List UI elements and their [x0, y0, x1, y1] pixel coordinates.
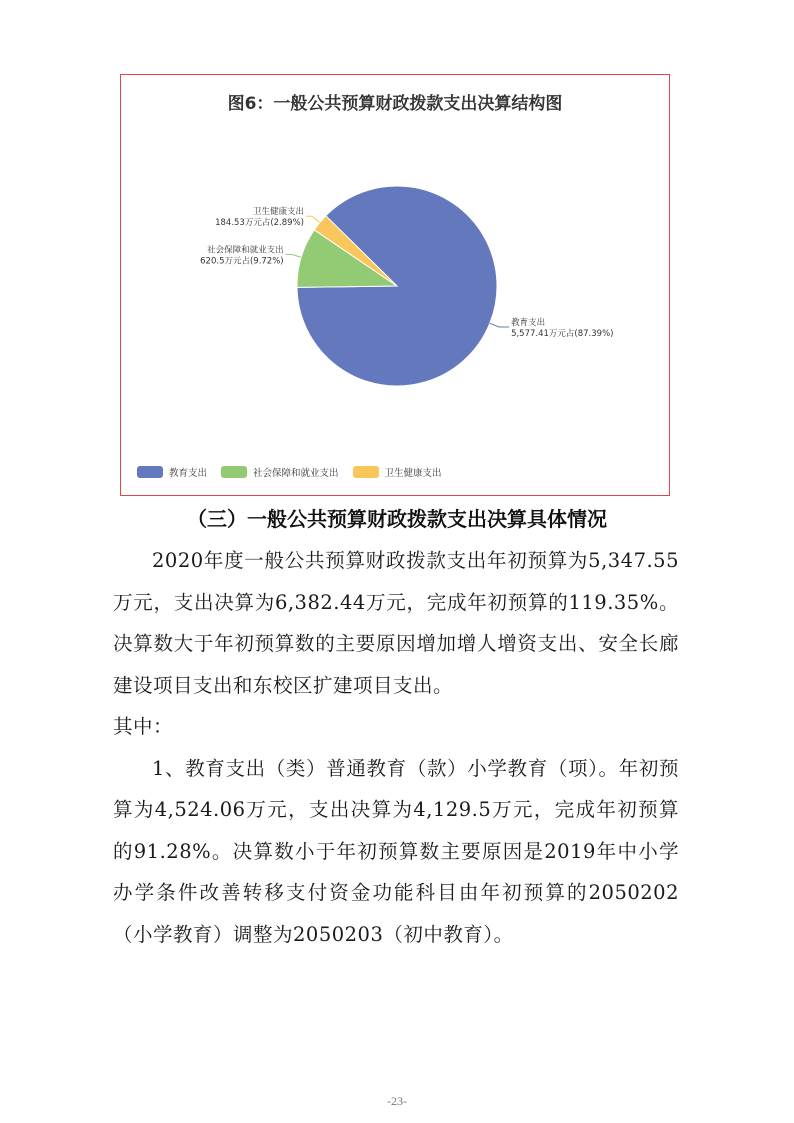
- pie-chart: [121, 75, 669, 495]
- legend-item-education[interactable]: [137, 465, 207, 479]
- slice-label-value: 5,577.41万元占(87.39%): [511, 329, 614, 340]
- legend-swatch: [221, 466, 247, 478]
- paragraph: 其中：: [113, 715, 174, 738]
- leader-line: [286, 254, 302, 257]
- legend-swatch: [137, 466, 163, 478]
- paragraph: 2020年度一般公共预算财政拨款支出年初预算为5,347.55万元，支出决算为6,382.44万元，完成年初预算的119.35%。决算数大于年初预算数的主要原因增加增人增资支出、安全长廊建设项目支出和东校区扩建项目支出。: [113, 549, 679, 697]
- chart-title: 图6：一般公共预算财政拨款支出决算结构图: [227, 94, 563, 114]
- chart-frame: [120, 74, 670, 496]
- slice-label-name: 卫生健康支出: [252, 207, 304, 218]
- slice-label-value: 184.53万元占(2.89%): [215, 218, 304, 229]
- body-text: [113, 540, 679, 955]
- page-number: -23-: [387, 1094, 407, 1108]
- leader-line: [306, 216, 320, 222]
- legend-swatch: [353, 466, 379, 478]
- slice-label-name: 教育支出: [511, 318, 546, 329]
- legend-label: 卫生健康支出: [384, 468, 442, 479]
- slice-label-name: 社会保障和就业支出: [207, 245, 284, 256]
- section-heading: （三）一般公共预算财政拨款支出决算具体情况: [187, 507, 607, 531]
- legend-item-social-security[interactable]: [221, 465, 339, 479]
- slice-label-value: 620.5万元占(9.72%): [200, 256, 284, 267]
- leader-line: [490, 323, 509, 327]
- paragraph: 1、教育支出（类）普通教育（款）小学教育（项）。年初预算为4,524.06万元，支出决算为4,129.5万元，完成年初预算的91.28%。决算数小于年初预算数主要原因是2019年中小学办学条件改善转移支付资金功能科目由年初预算的2050202（小学教育）调整为2050203（初中教育）。: [113, 756, 679, 946]
- legend-item-health[interactable]: [353, 465, 442, 479]
- chart-legend: [137, 465, 442, 479]
- legend-label: 社会保障和就业支出: [253, 468, 339, 479]
- legend-label: 教育支出: [169, 468, 208, 479]
